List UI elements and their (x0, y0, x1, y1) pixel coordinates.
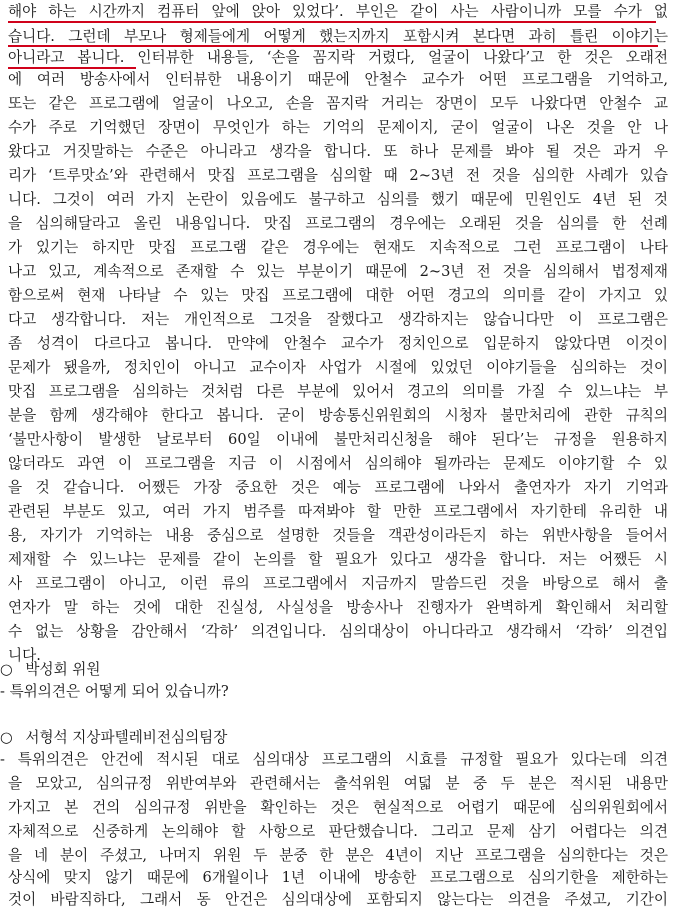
text-line: 을 네 분이 주셨고, 나머지 위원 두 분중 한 분은 4년이 지난 프로그램을 심의한다는 것은 (8, 847, 668, 864)
text-line: 을 심의해달라고 올린 내용입니다. 맛집 프로그램의 경우에는 오래된 것을 심의를 한 선례 (8, 215, 668, 232)
text-line: 니다. 그것이 여러 가지 논란이 있음에도 불구하고 심의를 했기 때문에 민원인도 4년 된 것 (8, 191, 668, 208)
text-line: 다고 생각합니다. 저는 개인적으로 그것을 잘했다고 생각하지는 않습니다만 이 프로그램은 (8, 311, 668, 328)
text-line: 습니다. 그런데 부모나 형제들에게 어떻게 했는지까지 포함시켜 본다면 과히 틀린 이야기는 (8, 28, 668, 45)
text-line: 니다. (8, 647, 41, 664)
text-line: 왔다고 거짓말하는 수준은 아니라고 생각을 합니다. 또 하나 문제를 봐야 될 것은 과거 우 (8, 143, 668, 160)
text-line: 에 여러 방송사에서 인터뷰한 내용이기 때문에 안철수 교수가 어떤 프로그램을 기억하고, (8, 71, 668, 88)
text-line: 문제가 됐을까, 정치인이 아니고 교수이자 사업가 시절에 있었던 이야기들을 심의하는 것이 (8, 359, 668, 376)
text-line: 해야 하는 시간까지 컴퓨터 앞에 앉아 있었다’. 부인은 같이 사는 사람이니까 모를 수가 없 (8, 3, 668, 20)
text-line: 분을 함께 생각해야 한다고 봅니다. 굳이 방송통신위원회의 시청자 불만처리에 관한 규칙의 (8, 407, 668, 424)
text-line: 자체적으로 신중하게 논의해야 할 사항으로 판단했습니다. 그리고 문제 삼기 어렵다는 의견 (8, 823, 668, 840)
text-line: 사 프로그램이 아니고, 이런 류의 프로그램에서 지금까지 말씀드린 것을 바탕으로 해서 출 (8, 575, 668, 592)
text-line: 것이 바람직하다, 그래서 동 안건은 심의대상에 포함되지 않는다는 의견을 주셨고, 기간이 (8, 891, 668, 908)
text-line: 연자가 말 하는 것에 대한 진실성, 사실성을 방송사나 진행자가 완벽하게 확인해서 처리할 (8, 599, 668, 616)
text-line: 을 모았고, 심의규정 위반여부와 관련해서는 출석위원 여덟 분 중 두 분은 적시된 내용만 (8, 775, 668, 792)
speaker-heading (0, 660, 660, 680)
text-line: 맛집 프로그램을 심의하는 것처럼 다른 부분에 있어서 경고의 의미를 가질 수 있느냐는 부 (8, 383, 668, 400)
speaker-remark: - 특위의견은 어떻게 되어 있습니까? (0, 683, 229, 700)
speaker-name: 박성회 위원 (25, 661, 101, 678)
text-line: 용, 자기가 기억하는 내용 중심으로 설명한 것들을 객관성이라든지 하는 위반사항을 들어서 (8, 527, 668, 544)
text-line: 을 것 같습니다. 어쨌든 가장 중요한 것은 예능 프로그램에 나와서 출연자가 자기 기억과 (8, 479, 668, 496)
text-line: 또는 같은 프로그램에 얼굴이 나오고, 손을 꼼지락 거리는 장면이 모두 나왔다면 안철수 교 (8, 95, 668, 112)
text-line: 관련된 부분도 있고, 여러 가지 범주를 따져봐야 할 만한 프로그램에서 자기한테 유리한 내 (8, 503, 668, 520)
text-line: 수가 주로 기억했던 장면이 무엇인가 하는 기억의 문제이지, 굳이 얼굴이 나온 것을 안 나 (8, 119, 668, 136)
text-line: 아니라고 봅니다. 인터뷰한 내용들, ‘손을 꼼지락 거렸다, 얼굴이 나왔다’고 한 것은 오래전 (8, 49, 668, 66)
text-line: ‘불만사항이 발생한 날로부터 60일 이내에 불만처리신청을 해야 된다’는 규정을 원용하지 (8, 431, 668, 448)
highlight-underline (8, 45, 658, 47)
text-line: 제재할 수 있느냐는 문제를 같이 논의를 할 필요가 있다고 생각을 합니다. 저는 어쨌든 시 (8, 551, 668, 568)
text-line: 좀 성격이 다르다고 봅니다. 만약에 안철수 교수가 정치인으로 입문하지 않았다면 이것이 (8, 335, 668, 352)
highlight-underline (8, 21, 656, 23)
speaker-remark: - 특위의견은 안건에 적시된 대로 심의대상 프로그램의 시효를 규정할 필요가 있다는데 의견 (0, 751, 668, 768)
highlight-underline (8, 67, 136, 69)
text-line: 않더라도 과연 이 프로그램을 지금 이 시점에서 심의해야 될까라는 문제도 이야기할 수 있 (8, 455, 668, 472)
text-line: 상식에 맞지 않기 때문에 6개월이나 1년 이내에 방송한 프로그램으로 심의기한을 제한하는 (8, 869, 668, 886)
text-line: 리가 ‘트루맛쇼’와 관련해서 맛집 프로그램을 심의할 때 2~3년 전 것을 심의한 사례가 있습 (8, 167, 668, 184)
text-line: 함으로써 현재 나타날 수 있는 맛집 프로그램에 대한 어떤 경고의 의미를 같이 가지고 있 (8, 287, 668, 304)
text-line: 나고 있고, 계속적으로 존재할 수 있는 부분이기 때문에 2~3년 전 것을 심의해서 법정제재 (8, 263, 668, 280)
text-line: 가지고 본 건의 심의규정 위반을 확인하는 것은 현실적으로 어렵기 때문에 심의위원회에서 (8, 799, 668, 816)
speaker-name: 서형석 지상파텔레비전심의팀장 (25, 729, 228, 746)
circle-bullet-icon: ○ (0, 661, 13, 678)
text-line: 수 없는 상황을 감안해서 ‘각하’ 의견입니다. 심의대상이 아니다라고 생각해서 ‘각하’ 의견입 (8, 623, 668, 640)
circle-bullet-icon: ○ (0, 729, 13, 746)
speaker-heading (0, 728, 660, 748)
text-line: 가 있기는 하지만 맛집 프로그램 같은 경우에는 현재도 지속적으로 그런 프로그램이 나타 (8, 239, 668, 256)
